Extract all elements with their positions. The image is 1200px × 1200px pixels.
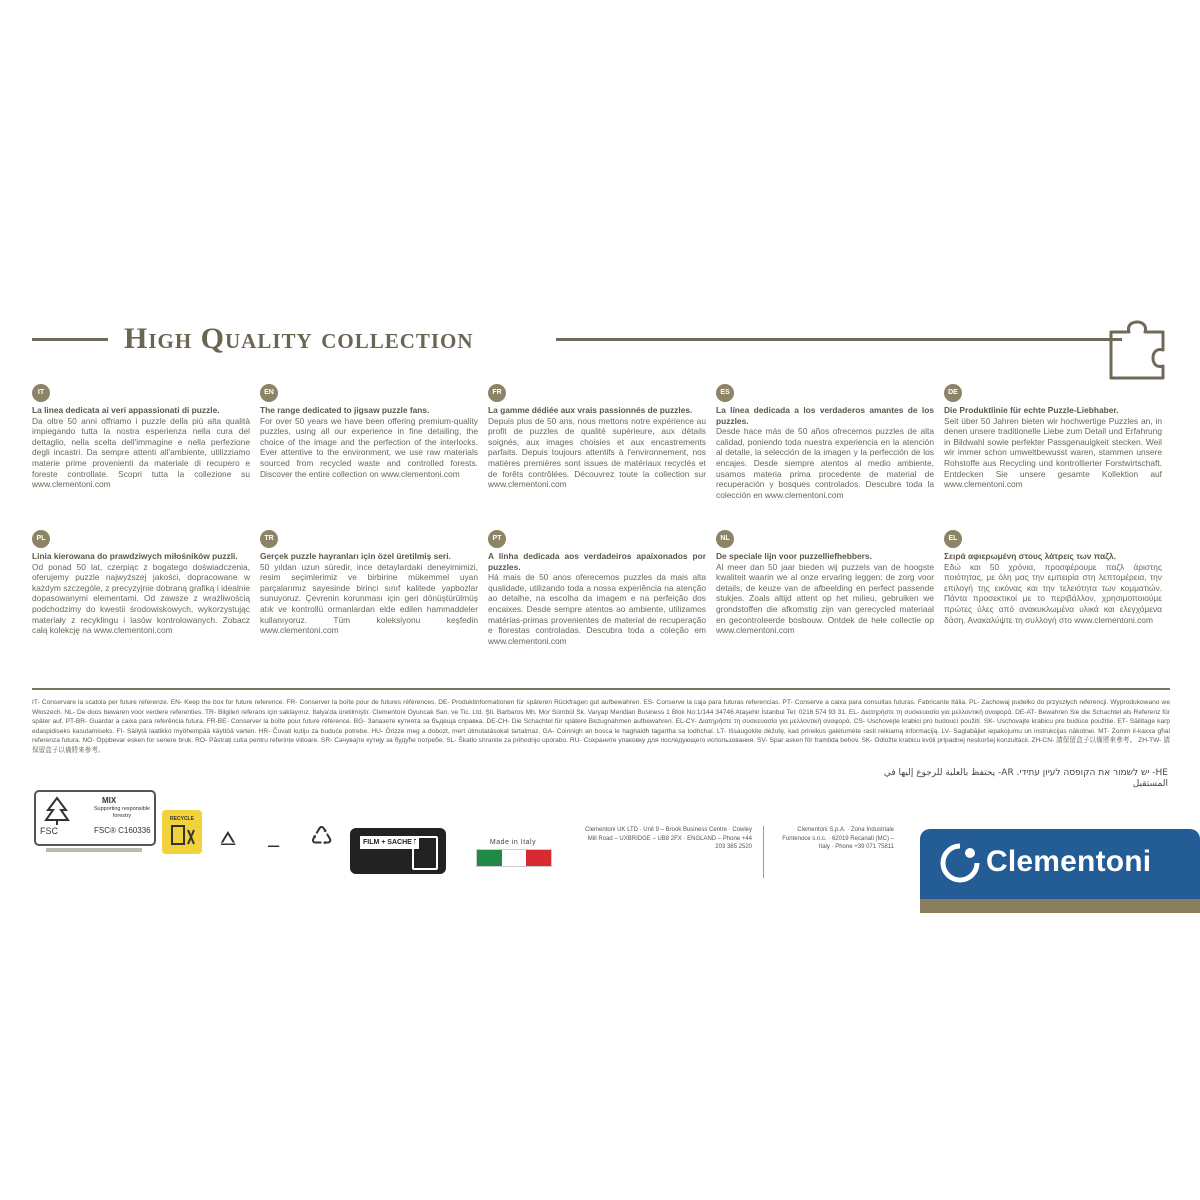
italy-flag-icon	[476, 849, 552, 867]
fsc-brand: FSC	[40, 826, 58, 836]
section-divider	[32, 688, 1170, 690]
lang-block-es	[716, 384, 934, 500]
lang-block-fr	[488, 384, 706, 490]
lang-body: Od ponad 50 lat, czerpiąc z bogatego doświadczenia, oferujemy puzzle najwyższej jakości, dopracowane w każdym szczególe, z precyzyjnie dobraną grafiką i idealnie dopasowanymi elementami. Od zawsze z wrażliwością podchodzimy do kwestii środowiskowych, wykorzystując materiały z recyklingu i lasów kontrolowanych. Zobacz całą kolekcję na www.clementoni.com	[32, 561, 250, 636]
address-separator	[763, 826, 764, 878]
collection-title: High Quality collection	[124, 322, 474, 355]
legal-notice-rtl: HE- יש לשמור את הקופסה לעיון עתידי. AR- يحتفظ بالعلبة للرجوع إليها في المستقبل	[883, 768, 1168, 789]
it-address: Clementoni S.p.A. · Zona Industriale Fontenoce s.n.c. · 62019 Recanati (MC) – Italy · Phone +39 071 75811	[782, 827, 894, 850]
collection-header	[32, 322, 1132, 362]
made-in-italy	[476, 839, 550, 867]
lang-block-pl	[32, 530, 250, 636]
lang-badge: TR	[260, 530, 278, 548]
lang-block-el	[944, 530, 1162, 625]
uk-address: Clementoni UK LTD · Unit 9 – Brook Business Centre · Cowley Mill Road – UXBRIDGE – UB8 2FX · ENGLAND – Phone +44 203 385 2520	[585, 827, 752, 850]
lang-body: 50 yıldan uzun süredir, ince detaylardaki deneyimimizi, resim seçimlerimiz ve birbirine mükemmel uyan parçalarımız sayesinde birinci sınıf kalitede yapbozlar sunuyoruz. Çevrenin korunması için geri dönüştürülmüş atık ve kontrollü ormanlardan elde edilen hammaddeler kullanıyoruz. Tüm koleksiyonu keşfedin www.clementoni.com	[260, 561, 478, 636]
clementoni-logo	[920, 829, 1200, 915]
lang-block-en	[260, 384, 478, 479]
fsc-tree-icon	[42, 796, 72, 826]
lang-lead: Σειρά αφιερωμένη στους λάτρεις των παζλ.	[944, 551, 1116, 561]
lang-body: Há mais de 50 anos oferecemos puzzles da mais alta qualidade, utilizando toda a nossa experiência na atenção ao detalhe, na escolha da imagem e na perfeição dos encaixes. Desde sempre atentos ao ambiente, utilizamos matérias-primas provenientes de material de recuperação e florestas controladas. Descubra toda a coleção em www.clementoni.com	[488, 572, 706, 646]
lang-badge: NL	[716, 530, 734, 548]
lang-badge: IT	[32, 384, 50, 402]
lang-lead: La linea dedicata ai veri appassionati di puzzle.	[32, 405, 220, 415]
lang-badge: EN	[260, 384, 278, 402]
clementoni-mark-icon	[940, 843, 980, 883]
lang-body: Seit über 50 Jahren bieten wir hochwertige Puzzles an, in denen unsere traditionelle Liebe zum Detail und Erfahrung in Bildwahl sowie perfekter Passgenauigkeit stecken. Weil wir immer schon umweltbewusst waren, stammen unsere Rohstoffe aus Recycling und kontrollierter Forstwirtschaft. Entdecken Sie unsere gesamte Kollektion auf www.clementoni.com	[944, 415, 1162, 490]
puzzle-piece-icon	[1105, 318, 1169, 382]
fsc-certification-badge	[34, 790, 156, 846]
fsc-code: FSC® C160336	[94, 826, 151, 835]
lang-badge: ES	[716, 384, 734, 402]
lang-block-it	[32, 384, 250, 490]
lang-lead: De speciale lijn voor puzzelliefhebbers.	[716, 551, 872, 561]
lang-block-tr	[260, 530, 478, 636]
fsc-subtitle: Supporting responsible forestry	[93, 806, 151, 819]
lang-lead: Linia kierowana do prawdziwych miłośników puzzli.	[32, 551, 238, 561]
logo-gold-band	[920, 899, 1200, 913]
legal-notice: IT- Conservare la scatola per future referenze. EN- Keep the box for future reference. FR- Conserver la boîte pour de futures références. DE- Produktinformationen für späteren Rückfragen gut aufbewahren. ES- Conserve la caja para futuras referencias. PT- Conserve a caixa para consultas futuras. Fabricante Itália. PL- Zachowaj pudełko do przyszłych referencji. Wyprodukowano we Włoszech. NL- De doos bewaren voor verdere referenties. TR- Bilgileri referans için saklayınız. İtalya'da üretilmiştir. Clementoni Oyuncak San. ve Tic. Ltd. Şti. Barbaros Mh. Mor Sümbül Sk. Varyap Meridian Business 1 Blok No:1/144 34746 Ataşehir İstanbul Tel: 0216 574 93 31. EL- Διατηρήστε τη συσκευασία για μελλοντική αναφορά. DE-AT- Bewahren Sie die Schachtel als Referenz für später auf. PT-BR- Guardar a caixa para referência futura. FR-BE- Conserver la boîte pour future référence. BG- Запазете кутията за бъдеща справка. DE-CH- Die Schachtel für spätere Bezugnahmen aufbewahren. EL-CY- Διατηρήστε τη συσκευασία για μελλοντική αναφορά. CS- Uschovejte krabici pro budoucí použití. SK- Uschovajte krabicu pre budúce použitie. ET- Säilitage karp edaspidiseks kasutamiseks. FI- Säilytä laatikko myöhempää käyttöä varten. HR- Čuvati kutiju za buduće potrebe. HU- Őrizze meg a dobozt, mert útmutatásokat tartalmaz. GA- Coinnigh an bosca le haghaidh tagartha sa todhchaí. LT- Išsaugokite dėžutę, kad prireikus galėtumėte rasti reikiamą informaciją. LV- Saglabājiet iepakojumu un instrukcijas nākotnei. MT- Żomm il-kaxxa għal referenza futura. NO- Oppbevar esken for senere bruk. RO- Păstrați cutia pentru referințe viitoare. SR- Сачувајте кутију за будуће потребе. SL- Škatlo shranite za prihodnjo uporabo. RU- Сохраните упаковку для последующего использования. SV- Spar asken för framtida behov. SK- Odložte krabicu kvôli prípadnej neskoršej konzultácii. ZH-CN- 請保留盒子以備將來參考。 ZH-TW- 請保留盒子以備將來參考。	[32, 699, 1170, 754]
fsc-mix: MIX	[102, 796, 117, 805]
lang-body: Da oltre 50 anni offriamo i puzzle della più alta qualità impiegando tutta la nostra esperienza nella cura del dettaglio, nella scelta dell'immagine e nella perfezione degli incastri. Da sempre attenti all'ambiente, utilizziamo materie prime provenienti da materiale di recupero e foreste controllate. Scopri tutta la collezione su www.clementoni.com	[32, 415, 250, 490]
lang-lead: A linha dedicada aos verdadeiros apaixonados por puzzles.	[488, 551, 706, 572]
brand-name: Clementoni	[986, 845, 1152, 878]
lang-body: Depuis plus de 50 ans, nous mettons notre expérience au profit de puzzles de qualité supérieure, aux détails soignés, aux images choisies et aux encastrements parfaits. Depuis toujours attentifs à l'environnement, nos matières premières sont issues de matériaux recyclés et de forêts contrôlées. Découvrez toute la collection sur www.clementoni.com	[488, 415, 706, 490]
made-in-italy-label: Made in Italy	[489, 839, 537, 846]
lang-lead: The range dedicated to jigsaw puzzle fans.	[260, 405, 430, 415]
lang-body: Εδώ και 50 χρόνια, προσφέρουμε παζλ άριστης ποιότητας, με όλη μας την εμπειρία στη λεπτομέρεια, την επιλογή της εικόνας και την τελειότητα των κομματιών. Πάντα προσεκτικοί με το περιβάλλον, χρησιμοποιούμε πρώτες ύλες από ανακυκλωμένα υλικά και ελεγχόμενα δάση. Ανακαλύψτε τη συλλογή στο www.clementoni.com	[944, 561, 1162, 625]
lang-badge: FR	[488, 384, 506, 402]
recycling-mark-icon: ⩟	[220, 822, 236, 852]
lang-badge: PT	[488, 530, 506, 548]
mobius-icon: ♺	[310, 822, 334, 852]
header-rule-left	[32, 338, 108, 341]
film-sachet-label: FILM + SACHET	[360, 836, 419, 849]
dash-mark-icon: −	[266, 836, 282, 857]
lang-badge: EL	[944, 530, 962, 548]
lang-block-nl	[716, 530, 934, 636]
recycle-label: RECYCLE	[170, 816, 194, 822]
lang-lead: La línea dedicada a los verdaderos amantes de los puzzles.	[716, 405, 934, 426]
recycle-symbol-icon	[162, 810, 202, 854]
lang-body: Al meer dan 50 jaar bieden wij puzzels van de hoogste kwaliteit waarin we al onze ervaring leggen: de zorg voor details, de keuze van de afbeelding en perfect passende stukjes. Zoals altijd attent op het milieu, gebruiken we grondstoffen die afkomstig zijn van gerecycled materiaal en gecontroleerde bosbouw. Ontdek de hele collectie op www.clementoni.com	[716, 561, 934, 636]
lang-badge: DE	[944, 384, 962, 402]
lang-block-pt	[488, 530, 706, 646]
lang-block-de	[944, 384, 1162, 490]
lang-body: Desde hace más de 50 años ofrecemos puzzles de alta calidad, poniendo toda nuestra experiencia en la atención al detalle, la selección de la imagen y la perfección de los encajes. Desde siempre atentos al medio ambiente, usamos materia prima procedente de material de recuperación y bosques controlados. Descubre toda la colección en www.clementoni.com	[716, 426, 934, 500]
lang-lead: La gamme dédiée aux vrais passionnés de puzzles.	[488, 405, 693, 415]
lang-badge: PL	[32, 530, 50, 548]
lang-body: For over 50 years we have been offering premium-quality puzzles, using all our experience in fine detailing, the choice of the image and the perfection of the interlocks. Ever attentive to the environment, we use raw materials sourced from recycled waste and controlled forests. Discover the entire collection on www.clementoni.com	[260, 415, 478, 479]
lang-lead: Gerçek puzzle hayranları için özel üretilmiş seri.	[260, 551, 451, 561]
film-sachet-disposal-icon	[350, 828, 446, 874]
header-rule-right	[556, 338, 1122, 341]
lang-lead: Die Produktlinie für echte Puzzle-Liebhaber.	[944, 405, 1119, 415]
recycle-bin-icon	[162, 810, 202, 854]
fsc-url	[46, 848, 142, 852]
disposal-bin-icon	[412, 836, 438, 870]
